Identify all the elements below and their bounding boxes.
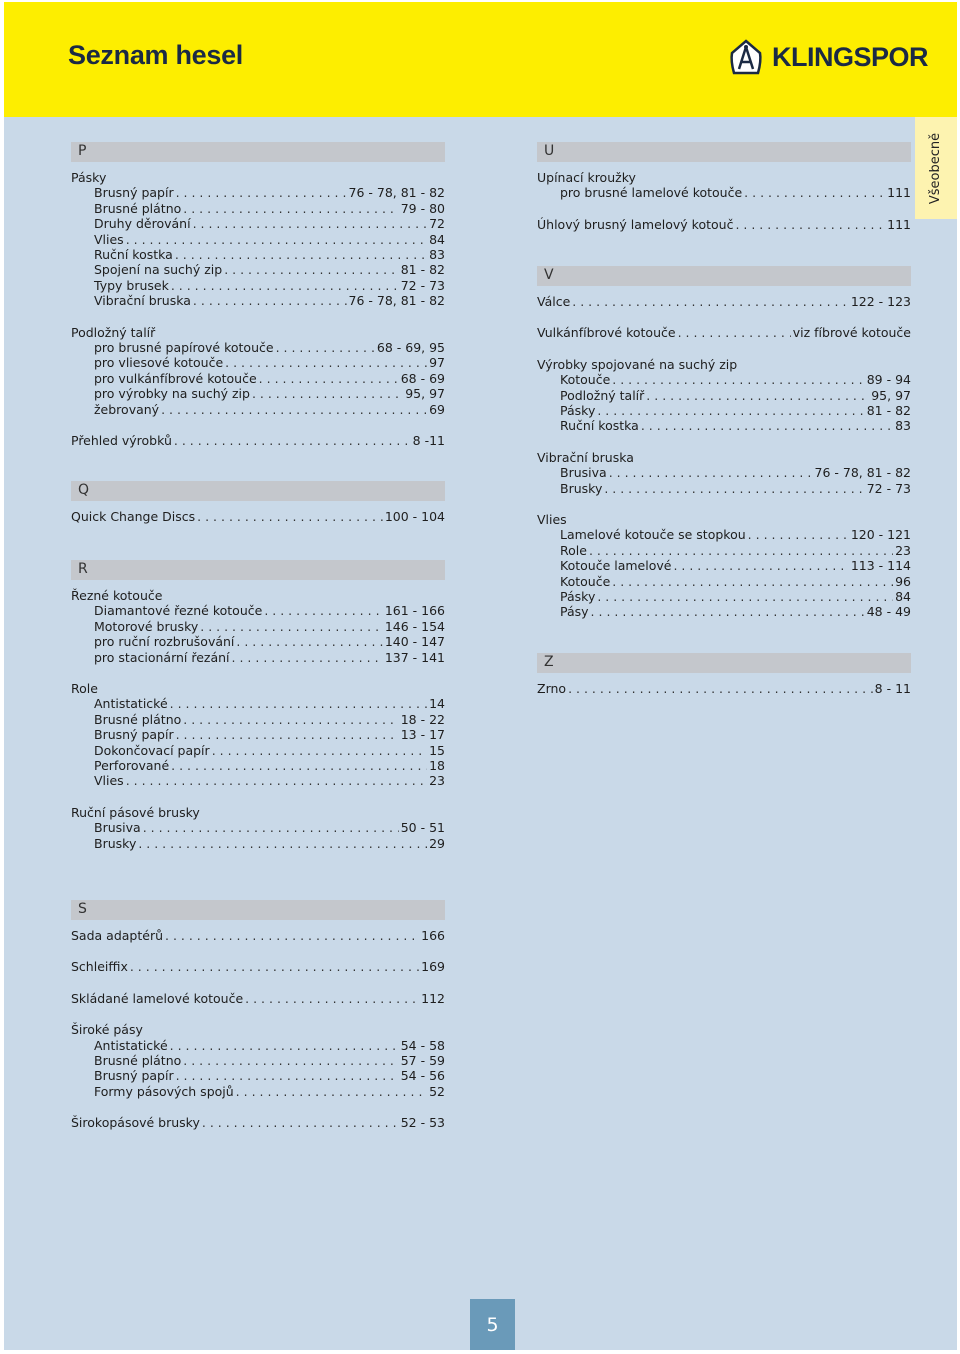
- dot-leader: [252, 386, 403, 401]
- entry-label: Pásky: [560, 403, 596, 418]
- dot-leader: [641, 418, 893, 433]
- dot-leader: [200, 619, 383, 634]
- dot-leader: [176, 727, 399, 742]
- index-row: [94, 758, 445, 773]
- page-ref: 76 - 78, 81 - 82: [348, 185, 445, 201]
- index-row: [94, 1053, 445, 1068]
- dot-leader: [604, 481, 864, 496]
- index-term: Podložný talíř: [71, 324, 156, 340]
- page-ref: 72 - 73: [866, 480, 911, 496]
- entry-label: Širokopásové brusky: [71, 1115, 200, 1131]
- index-row: [94, 386, 445, 401]
- index-row: [71, 1115, 445, 1130]
- entry-label: pro stacionární řezání: [94, 649, 230, 665]
- dot-leader: [673, 558, 848, 573]
- dot-leader: [591, 604, 865, 619]
- dot-leader: [678, 325, 791, 340]
- entry-label: Spojení na suchý zip: [94, 262, 223, 278]
- brand-name: KLINGSPOR: [772, 41, 929, 72]
- entry-label: Brusiva: [94, 820, 141, 836]
- page-ref: 96: [895, 573, 911, 589]
- page-ref: 146 - 154: [384, 618, 445, 634]
- letter-header-z: [537, 653, 911, 673]
- dot-leader: [197, 509, 383, 524]
- page-ref: 54 - 58: [400, 1037, 445, 1053]
- page-number: 5: [470, 1299, 515, 1350]
- dot-leader: [259, 371, 399, 386]
- entry-label: Formy pásových spojů: [94, 1083, 234, 1099]
- index-row: [94, 247, 445, 262]
- letter-label: S: [78, 901, 87, 917]
- index-row: [94, 1084, 445, 1099]
- page-ref: 15: [429, 742, 445, 758]
- dot-leader: [202, 1115, 399, 1130]
- letter-label: Q: [78, 482, 90, 498]
- index-row: [560, 403, 911, 418]
- page-ref: 169: [421, 959, 445, 975]
- dot-leader: [646, 388, 869, 403]
- dot-leader: [568, 681, 873, 696]
- page-ref: 140 - 147: [384, 634, 445, 650]
- entry-label: Sada adaptérů: [71, 928, 164, 943]
- index-row: [94, 232, 445, 247]
- letter-header-s: [71, 900, 445, 920]
- page-ref: 68 - 69: [400, 370, 445, 386]
- dot-leader: [171, 278, 399, 293]
- entry-label: pro brusné papírové kotouče: [94, 340, 274, 355]
- entry-label: pro vliesové kotouče: [94, 355, 224, 371]
- index-row: [560, 185, 911, 200]
- entry-label: Brusiva: [560, 465, 607, 481]
- page-ref: 166: [421, 928, 445, 943]
- entry-label: Přehled výrobků: [71, 433, 172, 448]
- entry-label: Vlies: [94, 231, 124, 247]
- entry-label: Brusný papír: [94, 1068, 174, 1084]
- page-ref: 29: [429, 835, 445, 851]
- index-row: [71, 433, 445, 448]
- index-row: [94, 216, 445, 231]
- dot-leader: [748, 527, 849, 542]
- page-ref: 83: [429, 247, 445, 262]
- page-ref: 72: [429, 216, 445, 232]
- index-row: [560, 574, 911, 589]
- letter-label: Z: [544, 654, 554, 670]
- index-row: [94, 355, 445, 370]
- section-side-tab: [915, 117, 957, 219]
- index-row: [537, 294, 911, 309]
- dot-leader: [612, 574, 893, 589]
- letter-label: R: [78, 561, 88, 577]
- page-ref: 81 - 82: [400, 262, 445, 278]
- letter-label: V: [544, 267, 554, 283]
- index-row: [94, 712, 445, 727]
- entry-label: Role: [560, 542, 587, 558]
- dot-leader: [225, 355, 427, 370]
- index-row: [71, 991, 445, 1006]
- dot-leader: [612, 372, 864, 387]
- index-row: [560, 481, 911, 496]
- dot-leader: [735, 217, 885, 232]
- index-row: [94, 278, 445, 293]
- brand-logo: [728, 38, 928, 76]
- page-ref: 50 - 51: [400, 820, 445, 836]
- entry-label: žebrovaný: [94, 401, 160, 417]
- index-row: [94, 696, 445, 711]
- page-ref: 54 - 56: [400, 1068, 445, 1084]
- entry-label: Brusky: [560, 480, 603, 496]
- index-row: [94, 634, 445, 649]
- entry-label: Motorové brusky: [94, 618, 199, 634]
- index-row: [94, 603, 445, 618]
- index-row: [537, 325, 911, 340]
- index-row: [537, 681, 911, 696]
- dot-leader: [276, 340, 375, 355]
- entry-label: pro ruční rozbrušování: [94, 634, 235, 650]
- page-ref: 122 - 123: [850, 294, 911, 309]
- page-ref: viz fíbrové kotouče: [792, 325, 911, 341]
- page-ref: 13 - 17: [400, 727, 445, 743]
- page-ref: 76 - 78, 81 - 82: [814, 465, 911, 481]
- index-term: Role: [71, 681, 98, 696]
- entry-label: Brusné plátno: [94, 1053, 182, 1068]
- letter-header-q: [71, 481, 445, 501]
- page-ref: 52: [429, 1083, 445, 1099]
- page-ref: 111: [887, 185, 911, 201]
- entry-label: Dokončovací papír: [94, 742, 210, 758]
- index-row: [94, 650, 445, 665]
- entry-label: Vlies: [94, 773, 124, 789]
- page-ref: 48 - 49: [866, 604, 911, 620]
- page-ref: 76 - 78, 81 - 82: [348, 293, 445, 309]
- dot-leader: [170, 1038, 399, 1053]
- entry-label: Brusné plátno: [94, 200, 182, 216]
- entry-label: Úhlový brusný lamelový kotouč: [537, 216, 734, 232]
- page-ref: 89 - 94: [866, 372, 911, 388]
- entry-label: pro vulkánfíbrové kotouče: [94, 370, 257, 386]
- index-row: [94, 773, 445, 788]
- page-ref: 18: [429, 758, 445, 773]
- entry-label: Brusný papír: [94, 185, 174, 201]
- page-ref: 113 - 114: [850, 558, 911, 574]
- dot-leader: [126, 232, 427, 247]
- page-ref: 79 - 80: [400, 200, 445, 216]
- dot-leader: [224, 262, 399, 277]
- page-ref: 23: [429, 773, 445, 789]
- entry-label: Vibrační bruska: [94, 293, 191, 309]
- letter-header-v: [537, 266, 911, 286]
- index-term: Vlies: [537, 512, 567, 527]
- page-ref: 120 - 121: [850, 527, 911, 543]
- page-ref: 95, 97: [405, 386, 445, 402]
- index-row: [94, 185, 445, 200]
- dot-leader: [245, 991, 419, 1006]
- entry-label: Schleiffix: [71, 959, 128, 975]
- dot-leader: [193, 293, 347, 308]
- dot-leader: [609, 465, 813, 480]
- index-row: [560, 388, 911, 403]
- page-ref: 68 - 69, 95: [376, 340, 445, 355]
- page-ref: 52 - 53: [400, 1115, 445, 1131]
- page-ref: 23: [895, 542, 911, 558]
- dot-leader: [183, 201, 398, 216]
- page-ref: 72 - 73: [400, 277, 445, 293]
- dot-leader: [176, 1068, 399, 1083]
- letter-label: P: [78, 143, 87, 159]
- page-ref: 84: [429, 231, 445, 247]
- page-ref: 83: [895, 418, 911, 434]
- dot-leader: [175, 247, 427, 262]
- index-row: [94, 371, 445, 386]
- entry-label: Brusný papír: [94, 727, 174, 743]
- dot-leader: [744, 185, 885, 200]
- entry-label: Pásy: [560, 604, 589, 620]
- page-ref: 112: [421, 990, 445, 1006]
- entry-label: Brusné plátno: [94, 711, 182, 727]
- dot-leader: [589, 543, 893, 558]
- entry-label: Quick Change Discs: [71, 509, 196, 524]
- page-ref: 100 - 104: [384, 509, 445, 524]
- dot-leader: [170, 696, 427, 711]
- index-row: [560, 543, 911, 558]
- dot-leader: [232, 650, 383, 665]
- page-ref: 161 - 166: [384, 603, 445, 619]
- index-row: [537, 217, 911, 232]
- entry-label: Brusky: [94, 835, 137, 851]
- dot-leader: [126, 773, 427, 788]
- dot-leader: [264, 603, 383, 618]
- letter-label: U: [544, 143, 555, 159]
- entry-label: pro výrobky na suchý zip: [94, 386, 250, 402]
- entry-label: Kotouče: [560, 573, 611, 589]
- entry-label: Pásky: [560, 589, 596, 604]
- dot-leader: [176, 185, 347, 200]
- entry-label: Kotouče lamelové: [560, 558, 672, 574]
- entry-label: Válce: [537, 294, 571, 309]
- page-ref: 84: [895, 589, 911, 604]
- entry-label: Typy brusek: [94, 277, 169, 293]
- index-row: [560, 372, 911, 387]
- entry-label: Antistatické: [94, 1037, 168, 1053]
- dot-leader: [236, 634, 382, 649]
- page-ref: 8 - 11: [874, 681, 911, 696]
- index-row: [94, 1038, 445, 1053]
- index-row: [560, 604, 911, 619]
- index-row: [94, 820, 445, 835]
- index-row: [94, 743, 445, 758]
- index-row: [94, 836, 445, 851]
- page-ref: 81 - 82: [866, 403, 911, 418]
- page-title: Seznam hesel: [68, 40, 243, 70]
- index-row: [94, 727, 445, 742]
- entry-label: Ruční kostka: [94, 247, 173, 262]
- entry-label: Antistatické: [94, 696, 168, 712]
- dot-leader: [597, 589, 893, 604]
- entry-label: Kotouče: [560, 372, 611, 388]
- letter-header-r: [71, 560, 445, 580]
- index-row: [560, 558, 911, 573]
- dot-leader: [193, 216, 428, 231]
- dot-leader: [572, 294, 849, 309]
- page-ref: 14: [429, 696, 445, 712]
- page-ref: 8 -11: [412, 433, 445, 448]
- dot-leader: [212, 743, 427, 758]
- index-row: [94, 293, 445, 308]
- dot-leader: [597, 403, 864, 418]
- index-row: [71, 959, 445, 974]
- letter-header-u: [537, 142, 911, 162]
- dot-leader: [183, 1053, 398, 1068]
- side-tab-label: Všeobecně: [928, 132, 944, 204]
- dot-leader: [171, 758, 427, 773]
- entry-label: Skládané lamelové kotouče: [71, 990, 244, 1006]
- index-row: [560, 527, 911, 542]
- entry-label: Podložný talíř: [560, 387, 645, 403]
- dot-leader: [236, 1084, 427, 1099]
- entry-label: Diamantové řezné kotouče: [94, 603, 263, 619]
- index-row: [560, 465, 911, 480]
- index-row: [94, 1068, 445, 1083]
- index-row: [94, 262, 445, 277]
- page-ref: 95, 97: [871, 387, 911, 403]
- page-ref: 57 - 59: [400, 1053, 445, 1068]
- dot-leader: [143, 820, 399, 835]
- dot-leader: [174, 433, 411, 448]
- index-row: [94, 402, 445, 417]
- entry-label: Lamelové kotouče se stopkou: [560, 527, 746, 543]
- page-ref: 18 - 22: [400, 711, 445, 727]
- dot-leader: [165, 928, 419, 943]
- dot-leader: [161, 402, 427, 417]
- index-row: [94, 619, 445, 634]
- letter-header-p: [71, 142, 445, 162]
- index-term: Řezné kotouče: [71, 588, 163, 603]
- dot-leader: [138, 836, 427, 851]
- index-row: [71, 509, 445, 524]
- index-row: [71, 928, 445, 943]
- index-term: Výrobky spojované na suchý zip: [537, 356, 738, 372]
- entry-label: Druhy děrování: [94, 216, 191, 232]
- index-term: Upínací kroužky: [537, 170, 636, 185]
- index-term: Široké pásy: [71, 1022, 143, 1038]
- entry-label: Vulkánfíbrové kotouče: [537, 325, 676, 341]
- page-ref: 111: [887, 216, 911, 232]
- page-ref: 97: [429, 355, 445, 371]
- entry-label: Zrno: [537, 681, 567, 696]
- dot-leader: [183, 712, 398, 727]
- dot-leader: [130, 959, 419, 974]
- index-term: Ruční pásové brusky: [71, 804, 200, 820]
- index-row: [560, 589, 911, 604]
- page-ref: 69: [429, 401, 445, 417]
- klingspor-emblem-icon: [728, 39, 764, 75]
- index-row: [560, 418, 911, 433]
- index-term: Vibrační bruska: [537, 449, 634, 465]
- entry-label: Perforované: [94, 758, 170, 773]
- entry-label: Ruční kostka: [560, 418, 639, 434]
- index-term: Pásky: [71, 170, 107, 185]
- page-ref: 137 - 141: [384, 649, 445, 665]
- index-row: [94, 201, 445, 216]
- entry-label: pro brusné lamelové kotouče: [560, 185, 743, 201]
- index-row: [94, 340, 445, 355]
